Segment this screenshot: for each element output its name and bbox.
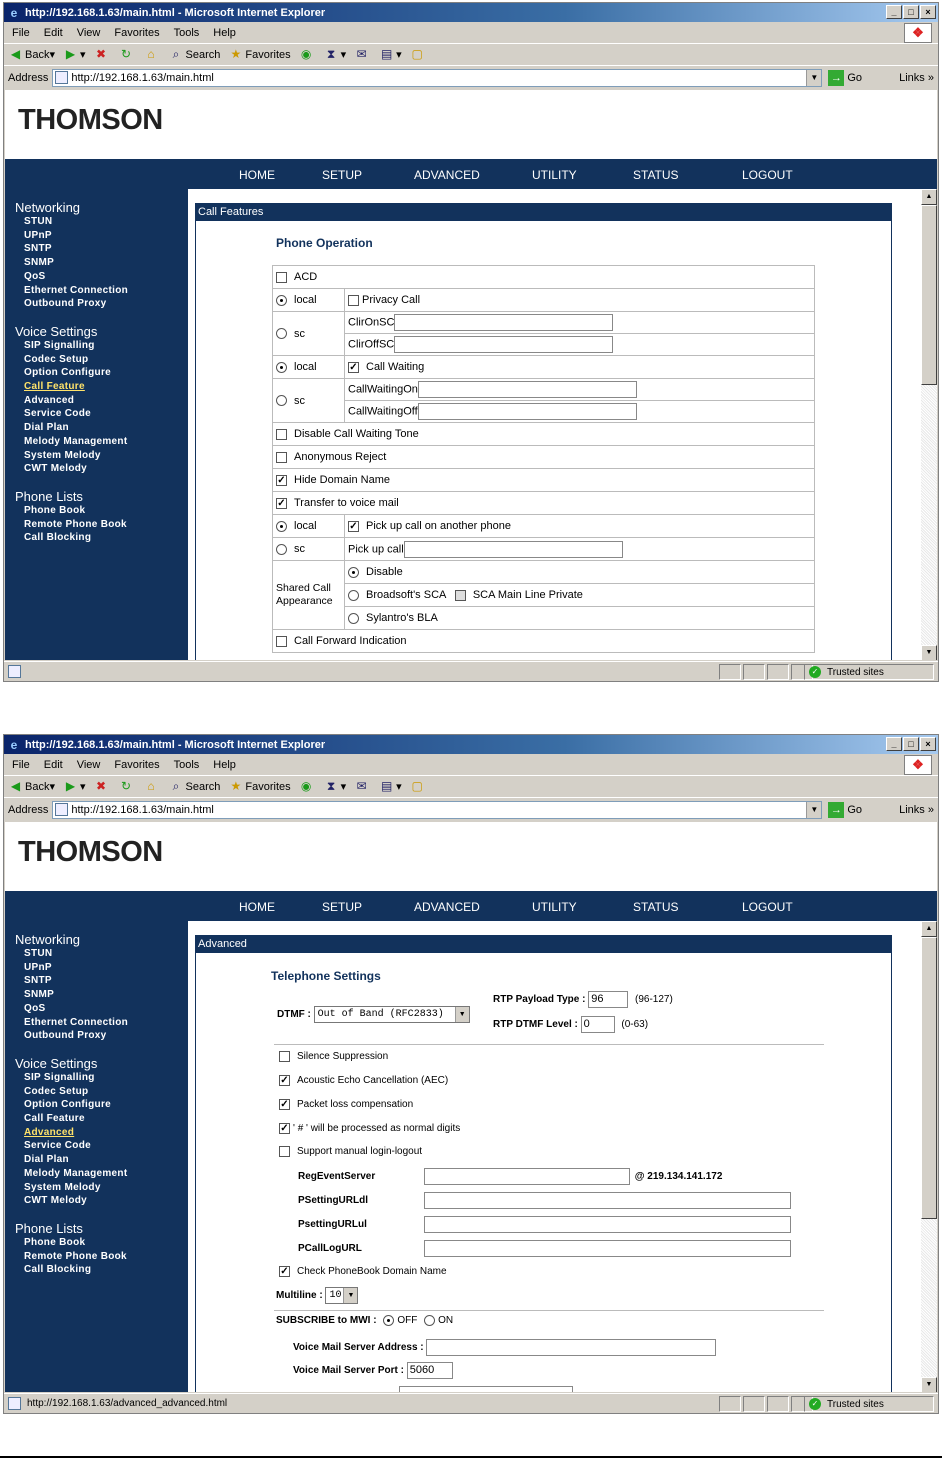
menu-view[interactable]: View (76, 26, 101, 39)
stop-icon: ✖ (96, 779, 107, 793)
page-divider (0, 1456, 942, 1458)
search-icon: ⌕ (172, 47, 180, 61)
stop-button[interactable] (94, 779, 111, 794)
back-button[interactable]: ◀ Back ▾ (8, 47, 55, 62)
sidebar-section-voice: Voice Settings (15, 1055, 98, 1071)
toolbar (4, 44, 938, 66)
back-arrow-icon: ◀ (10, 779, 21, 793)
sidebar-section-phone-lists: Phone Lists (15, 488, 83, 504)
mail-button[interactable] (354, 47, 371, 62)
anon-reject-checkbox[interactable] (276, 452, 287, 463)
pcalllog-input[interactable] (424, 1240, 791, 1257)
home-icon: ⌂ (147, 779, 155, 793)
mail-button[interactable] (354, 779, 371, 794)
advanced-pane (195, 935, 892, 1392)
rtp-dtmf-input[interactable]: 0 (581, 1016, 615, 1033)
address-bar (4, 798, 938, 821)
scroll-down-icon[interactable]: ▼ (921, 645, 937, 660)
minimize-button[interactable]: _ (886, 737, 902, 751)
top-nav (5, 161, 937, 189)
windows-logo-icon: ❖ (904, 23, 932, 43)
sidebar-item-outbound-proxy[interactable]: Outbound Proxy (24, 298, 107, 310)
stop-icon: ✖ (96, 47, 107, 61)
sca-main-checkbox[interactable] (455, 590, 466, 601)
nav-status[interactable]: STATUS (633, 900, 679, 914)
scroll-down-icon[interactable]: ▼ (921, 1377, 937, 1392)
multiline-select[interactable]: 10 ▼ (325, 1287, 358, 1304)
menu-view[interactable]: View (76, 758, 101, 771)
star-icon: ★ (230, 47, 242, 61)
sidebar-item-upnp[interactable]: UPnP (24, 961, 52, 973)
address-label: Address (8, 803, 49, 816)
pickup-sc-radio[interactable] (276, 544, 287, 555)
sidebar-item-service-code[interactable]: Service Code (24, 408, 91, 420)
psetting-ul-input[interactable] (424, 1216, 791, 1233)
nav-status[interactable]: STATUS (633, 168, 679, 182)
menu-favorites[interactable]: Favorites (114, 758, 160, 771)
sidebar (5, 189, 188, 660)
page-icon (55, 71, 68, 84)
sidebar-item-call-feature[interactable]: Call Feature (24, 1113, 85, 1125)
cw-off-input[interactable] (418, 403, 637, 420)
sidebar-item-cwt-melody[interactable]: CWT Melody (24, 463, 87, 475)
scroll-thumb[interactable] (921, 205, 937, 385)
sidebar-section-phone-lists: Phone Lists (15, 1220, 83, 1236)
scroll-thumb[interactable] (921, 937, 937, 1219)
pickup-other-checkbox[interactable]: ✓ (349, 520, 358, 532)
go-arrow-icon: → (828, 70, 844, 86)
mwi-off-radio[interactable] (383, 1315, 394, 1326)
stop-button[interactable] (94, 47, 111, 62)
minimize-button[interactable]: _ (886, 5, 902, 19)
links-button[interactable]: Links » (899, 71, 934, 84)
vm-addr-input[interactable] (426, 1339, 716, 1356)
pane-title: Call Features (195, 203, 892, 221)
close-button[interactable]: × (920, 737, 936, 751)
nav-advanced[interactable]: ADVANCED (414, 900, 480, 914)
psetting-ul-label: PsettingURLul (298, 1219, 367, 1230)
phone-operation-table: ACD local Privacy Call sc ClirOnSC ClirOffSC local ✓ Call Waiting sc CallWaitingOn CallWaitingOff Disable Call Waiting Tone Anonymous Reject ✓ Hide Domain Name ✓ Transfer to voice mail local ✓ Pick up call on another phone sc Pick up call Shared Call Appearance Disable Broadsoft's SCA SCA Main Line Private Sylantro's BLA Call Forward Indication (272, 265, 815, 653)
edit-button[interactable]: ▤ ▾ (381, 779, 402, 793)
edit-icon: ▤ (381, 47, 393, 61)
silence-checkbox[interactable] (279, 1051, 290, 1062)
address-bar (4, 66, 938, 89)
menu-bar (4, 754, 938, 776)
back-arrow-icon: ◀ (10, 47, 21, 61)
cliron-input[interactable] (394, 314, 613, 331)
sidebar-item-call-feature[interactable]: Call Feature (24, 381, 85, 393)
browser-window-1 (3, 2, 939, 682)
forward-button[interactable]: ▶ ▾ (63, 47, 86, 62)
page-content (5, 822, 937, 1392)
sidebar-item-system-melody[interactable]: System Melody (24, 1181, 101, 1193)
refresh-icon: ↻ (121, 779, 132, 793)
toolbar (4, 776, 938, 798)
title-bar (4, 735, 938, 754)
sidebar-item-sntp[interactable]: SNTP (24, 243, 52, 255)
sidebar-item-melody-mgmt[interactable]: Melody Management (24, 435, 128, 447)
manual-login-checkbox[interactable] (279, 1146, 290, 1157)
sidebar-item-cwt-melody[interactable]: CWT Melody (24, 1195, 87, 1207)
pickup-local-radio[interactable] (276, 521, 287, 532)
sidebar-item-sntp[interactable]: SNTP (24, 975, 52, 987)
refresh-button[interactable] (119, 779, 136, 794)
maximize-button[interactable]: □ (903, 5, 919, 19)
sca-disable-radio[interactable] (348, 567, 359, 578)
menu-tools[interactable]: Tools (173, 26, 200, 39)
security-zone: ✓ Trusted sites (804, 1396, 934, 1412)
sidebar-item-phone-book[interactable]: Phone Book (24, 504, 86, 516)
messenger-button[interactable] (410, 47, 427, 62)
maximize-button[interactable]: □ (903, 737, 919, 751)
pane-body: Telephone Settings DTMF : Out of Band (RFC2833) ▼ RTP Payload Type : 96 (96-127) RTP DTMF Level : 0 (0-63) Silence Suppression ✓ Acoustic Echo Cancellation (AEC) ✓ Packet loss compensation ✓ ' # ' will be processed as normal digits Support manual login-logout RegEventServer @ 219.134.141.172 PSettingURLdl PsettingURLul PCallLogURL ✓ Check PhoneBook Domain Name Multiline : 10 ▼ SUBSCRIBE to MWI : OFF ON Voice Mail Server Address : Voice Mail Server Port : 5060 (195, 953, 892, 1392)
hash-checkbox[interactable]: ✓ (280, 1123, 289, 1134)
rtp-payload-range: (96-127) (635, 994, 673, 1006)
go-arrow-icon: → (828, 802, 844, 818)
history-icon: ⧗ (326, 47, 336, 61)
status-bar (4, 661, 938, 681)
privacy-sc-radio[interactable] (276, 328, 287, 339)
rtp-payload-input[interactable]: 96 (588, 991, 628, 1008)
sidebar-item-stun[interactable]: STUN (24, 948, 53, 959)
scroll-up-icon[interactable]: ▲ (921, 921, 937, 937)
menu-bar (4, 22, 938, 44)
forward-arrow-icon: ▶ (65, 47, 76, 61)
sidebar-item-option[interactable]: Option Configure (24, 1099, 112, 1111)
sidebar-item-ethernet[interactable]: Ethernet Connection (24, 1016, 129, 1028)
sidebar-item-advanced[interactable]: Advanced (24, 1126, 75, 1138)
sidebar-item-codec[interactable]: Codec Setup (24, 1085, 89, 1097)
browser-window-2 (3, 734, 939, 1414)
vm-port-input[interactable]: 5060 (407, 1362, 453, 1379)
address-input[interactable]: http://192.168.1.63/main.html ▼ (52, 69, 822, 87)
page-icon (55, 803, 68, 816)
scroll-up-icon[interactable]: ▲ (921, 189, 937, 205)
mail-icon: ✉ (356, 779, 367, 793)
cliroff-input[interactable] (394, 336, 613, 353)
logo-area (5, 822, 937, 893)
acd-checkbox[interactable] (276, 272, 287, 283)
sidebar-item-phone-book[interactable]: Phone Book (24, 1236, 86, 1248)
menu-favorites[interactable]: Favorites (114, 26, 160, 39)
vm-addr-label: Voice Mail Server Address : (293, 1342, 424, 1354)
forward-button[interactable]: ▶ ▾ (63, 779, 86, 794)
go-button[interactable]: → Go (828, 70, 862, 86)
nav-logout[interactable]: LOGOUT (742, 168, 793, 182)
refresh-icon: ↻ (121, 47, 132, 61)
rtp-dtmf-label: RTP DTMF Level : (493, 1019, 578, 1031)
rtp-payload-label: RTP Payload Type : (493, 994, 586, 1006)
page-status-icon (8, 1397, 21, 1410)
edit-icon: ▤ (381, 779, 393, 793)
history-button[interactable]: ⧗ ▾ (324, 779, 347, 794)
sidebar-item-service-code[interactable]: Service Code (24, 1140, 91, 1152)
favorites-button[interactable]: ★ Favorites (228, 779, 290, 794)
dtmf-label: DTMF : (277, 1009, 311, 1021)
chevron-down-icon[interactable]: ▼ (806, 802, 821, 818)
multiline-label: Multiline : (276, 1290, 323, 1302)
edit-button[interactable]: ▤ ▾ (381, 47, 402, 61)
close-button[interactable]: × (920, 5, 936, 19)
sidebar (5, 921, 188, 1392)
subscribe-label: SUBSCRIBE to MWI : (276, 1315, 377, 1327)
nav-advanced[interactable]: ADVANCED (414, 168, 480, 182)
search-icon: ⌕ (172, 779, 180, 793)
history-icon: ⧗ (326, 779, 336, 793)
nav-utility[interactable]: UTILITY (532, 900, 577, 914)
section-title: Phone Operation (276, 236, 373, 250)
search-button[interactable]: ⌕ Search (169, 47, 221, 62)
mwi-on-radio[interactable] (424, 1315, 435, 1326)
ie-icon: e (10, 737, 18, 752)
chevron-down-icon[interactable]: ▼ (806, 70, 821, 86)
note-icon: ▢ (411, 779, 423, 793)
page-content (5, 90, 937, 660)
psetting-dl-label: PSettingURLdl (298, 1195, 368, 1206)
menu-edit[interactable]: Edit (43, 26, 63, 39)
rtp-dtmf-range: (0-63) (621, 1019, 649, 1031)
mail-icon: ✉ (356, 47, 367, 61)
security-zone: ✓ Trusted sites (804, 664, 934, 680)
sidebar-item-ethernet[interactable]: Ethernet Connection (24, 284, 129, 296)
hide-domain-checkbox[interactable]: ✓ (277, 474, 286, 486)
nav-logout[interactable]: LOGOUT (742, 900, 793, 914)
thomson-logo: THOMSON (18, 836, 163, 868)
pickup-call-input[interactable] (404, 541, 623, 558)
sidebar-item-remote-phone-book[interactable]: Remote Phone Book (24, 518, 127, 530)
menu-file[interactable]: File (12, 758, 30, 771)
media-button[interactable] (299, 779, 316, 794)
sidebar-item-snmp[interactable]: SNMP (24, 257, 55, 269)
thomson-logo: THOMSON (18, 104, 163, 136)
status-bar (4, 1393, 938, 1413)
plc-checkbox[interactable]: ✓ (280, 1099, 289, 1110)
note-icon: ▢ (411, 47, 423, 61)
pane-title: Advanced (195, 935, 892, 953)
pcalllog-label: PCallLogURL (298, 1243, 362, 1254)
sidebar-section-networking: Networking (15, 932, 81, 947)
sidebar-item-sip[interactable]: SIP Signalling (24, 339, 95, 351)
logo-area (5, 90, 937, 161)
reg-event-label: RegEventServer (298, 1171, 376, 1182)
sidebar-item-dial-plan[interactable]: Dial Plan (24, 422, 69, 434)
sidebar-item-qos[interactable]: QoS (24, 270, 46, 282)
section-title: Telephone Settings (271, 969, 381, 983)
reg-event-input[interactable] (424, 1168, 630, 1185)
sidebar-item-snmp[interactable]: SNMP (24, 989, 55, 1001)
menu-help[interactable]: Help (213, 26, 236, 39)
window-title: http://192.168.1.63/main.html - Microsoft Internet Explorer (25, 738, 326, 751)
search-button[interactable]: ⌕ Search (169, 779, 221, 794)
check-icon: ✓ (809, 666, 821, 678)
privacy-local-radio[interactable] (276, 295, 287, 306)
check-phonebook-checkbox[interactable]: ✓ (280, 1266, 289, 1277)
home-button[interactable] (144, 47, 161, 62)
call-waiting-checkbox[interactable]: ✓ (349, 361, 358, 373)
nav-utility[interactable]: UTILITY (532, 168, 577, 182)
sidebar-item-qos[interactable]: QoS (24, 1002, 46, 1014)
nav-home[interactable]: HOME (239, 168, 275, 182)
call-forward-checkbox[interactable] (276, 636, 287, 647)
menu-help[interactable]: Help (213, 758, 236, 771)
pane-body (195, 221, 892, 660)
star-icon: ★ (230, 779, 242, 793)
broadsoft-radio[interactable] (348, 590, 359, 601)
chevron-down-icon[interactable]: ▼ (343, 1288, 357, 1303)
windows-logo-icon: ❖ (904, 755, 932, 775)
status-text: http://192.168.1.63/advanced_advanced.html (27, 1398, 228, 1409)
vertical-scrollbar[interactable] (921, 189, 937, 660)
menu-edit[interactable]: Edit (43, 758, 63, 771)
sidebar-item-upnp[interactable]: UPnP (24, 229, 52, 241)
dtmf-select[interactable]: Out of Band (RFC2833) ▼ (314, 1006, 470, 1023)
sidebar-item-codec[interactable]: Codec Setup (24, 353, 89, 365)
cw-local-radio[interactable] (276, 362, 287, 373)
back-button[interactable]: ◀ Back ▾ (8, 779, 55, 794)
sidebar-section-networking: Networking (15, 200, 81, 215)
media-button[interactable] (299, 47, 316, 62)
address-label: Address (8, 71, 49, 84)
sidebar-item-advanced[interactable]: Advanced (24, 394, 75, 406)
media-icon: ◉ (300, 47, 312, 61)
ie-icon: e (10, 5, 18, 20)
sidebar-item-option[interactable]: Option Configure (24, 367, 112, 379)
page-status-icon (8, 665, 21, 678)
nav-setup[interactable]: SETUP (322, 168, 363, 182)
sidebar-item-sip[interactable]: SIP Signalling (24, 1071, 95, 1083)
privacy-call-checkbox[interactable] (348, 295, 359, 306)
shared-call-label: Shared Call Appearance (273, 561, 345, 630)
vertical-scrollbar[interactable] (921, 921, 937, 1392)
psetting-dl-input[interactable] (424, 1192, 791, 1209)
links-button[interactable]: Links » (899, 803, 934, 816)
address-input[interactable]: http://192.168.1.63/main.html ▼ (52, 801, 822, 819)
disable-cwt-checkbox[interactable] (276, 429, 287, 440)
favorites-button[interactable]: ★ Favorites (228, 47, 290, 62)
aec-checkbox[interactable]: ✓ (280, 1075, 289, 1086)
go-button[interactable]: → Go (828, 802, 862, 818)
vm-port-label: Voice Mail Server Port : (293, 1365, 404, 1377)
menu-file[interactable]: File (12, 26, 30, 39)
sidebar-item-call-blocking[interactable]: Call Blocking (24, 532, 92, 544)
sidebar-item-outbound-proxy[interactable]: Outbound Proxy (24, 1030, 107, 1042)
sidebar-item-remote-phone-book[interactable]: Remote Phone Book (24, 1250, 127, 1262)
sidebar-item-dial-plan[interactable]: Dial Plan (24, 1154, 69, 1166)
window-title: http://192.168.1.63/main.html - Microsoft Internet Explorer (25, 6, 326, 19)
check-icon: ✓ (809, 1398, 821, 1410)
sidebar-item-melody-mgmt[interactable]: Melody Management (24, 1167, 128, 1179)
home-icon: ⌂ (147, 47, 155, 61)
call-features-pane (195, 203, 892, 660)
chevron-down-icon[interactable]: ▼ (455, 1007, 469, 1022)
history-button[interactable]: ⧗ ▾ (324, 47, 347, 62)
partial-input[interactable] (399, 1386, 573, 1392)
menu-tools[interactable]: Tools (173, 758, 200, 771)
sidebar-item-call-blocking[interactable]: Call Blocking (24, 1264, 92, 1276)
top-nav (5, 893, 937, 921)
nav-home[interactable]: HOME (239, 900, 275, 914)
sidebar-item-stun[interactable]: STUN (24, 216, 53, 227)
cw-on-input[interactable] (418, 381, 637, 398)
forward-arrow-icon: ▶ (65, 779, 76, 793)
title-bar (4, 3, 938, 22)
sylantro-radio[interactable] (348, 613, 359, 624)
nav-setup[interactable]: SETUP (322, 900, 363, 914)
sidebar-item-system-melody[interactable]: System Melody (24, 449, 101, 461)
transfer-vm-checkbox[interactable]: ✓ (277, 497, 286, 509)
refresh-button[interactable] (119, 47, 136, 62)
reg-event-suffix: @ 219.134.141.172 (634, 1171, 723, 1183)
home-button[interactable] (144, 779, 161, 794)
cw-sc-radio[interactable] (276, 395, 287, 406)
media-icon: ◉ (300, 779, 312, 793)
sidebar-section-voice: Voice Settings (15, 323, 98, 339)
messenger-button[interactable] (410, 779, 427, 794)
